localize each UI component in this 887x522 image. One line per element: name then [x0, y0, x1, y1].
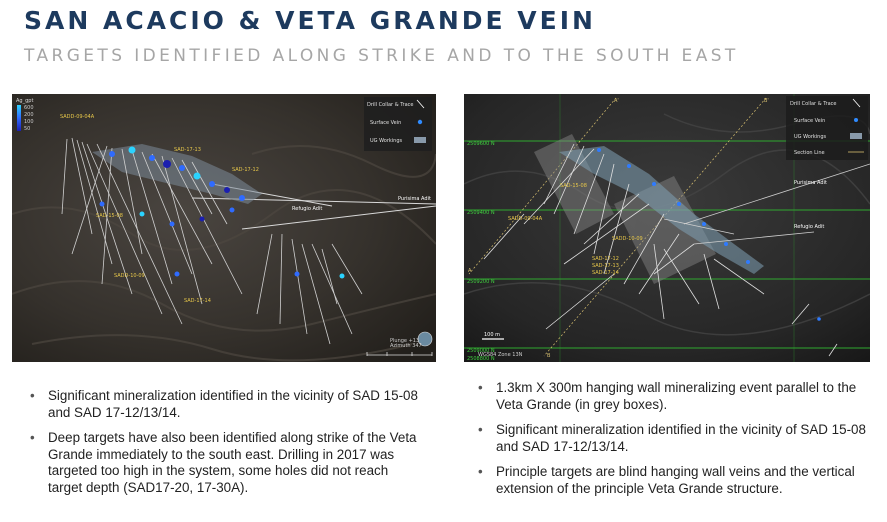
right-plan-map	[464, 94, 870, 362]
grade-color-bar	[17, 105, 21, 131]
ug-workings-icon	[850, 133, 862, 139]
legend-value-200: 200	[24, 112, 34, 118]
legend-surface-vein: Surface Vein	[794, 118, 826, 124]
section-label-b-prime: B'	[764, 98, 769, 104]
legend-surface-vein: Surface Vein	[370, 120, 402, 126]
right-bullet-2: • Significant mineralization identified in the vicinity of SAD 15-08 and SAD 17-12/13/14.	[478, 422, 870, 455]
legend-value-600: 600	[24, 105, 34, 111]
scale-label: 100 m	[484, 332, 501, 338]
left-bullet-list	[30, 388, 420, 505]
grid-label-2509600: 2509600 N	[467, 141, 495, 147]
section-label-a-prime: A'	[614, 98, 619, 104]
drill-label-sad-17-12: SAD-17-12	[232, 167, 259, 173]
legend-value-100: 100	[24, 119, 34, 125]
drill-label-sad-15-08: SAD-15-08	[560, 183, 587, 189]
left-map-canvas	[12, 94, 436, 362]
drill-label-sadd-10-09: SADD-10-09	[612, 236, 643, 242]
adit-label-refugio: Refugio Adit	[794, 224, 825, 230]
legend-ug-workings: UG Workings	[794, 134, 827, 140]
right-map-canvas	[464, 94, 870, 362]
right-bullet-3: • Principle targets are blind hanging wall veins and the vertical extension of the principle Veta Grande structure.	[478, 464, 870, 497]
grid-label-2509000: 2509000 N	[467, 348, 495, 354]
legend-section-line: Section Line	[794, 150, 825, 156]
page-title: SAN ACACIO & VETA GRANDE VEIN	[24, 6, 596, 35]
section-label-b: B	[547, 353, 551, 359]
drill-label-sad-17-14: SAD-17-14	[592, 270, 619, 276]
drill-label-sadd-09-04a: SADD-09-04A	[60, 114, 95, 120]
section-label-a: A	[468, 268, 472, 274]
grid-label-2509400: 2509400 N	[467, 210, 495, 216]
right-bullet-list	[478, 380, 870, 506]
drill-label-sad-17-14: SAD-17-14	[184, 298, 211, 304]
projection-label: WGS84 Zone 13N	[478, 352, 523, 358]
legend-value-50: 50	[24, 126, 31, 132]
drill-label-sad-17-12: SAD-17-12	[592, 256, 619, 262]
legend-title: Ag_gpt	[16, 98, 34, 104]
drill-label-sadd-10-09: SADD-10-09	[114, 273, 145, 279]
legend-drill-collar: Drill Collar & Trace	[790, 101, 837, 107]
left-3d-map	[12, 94, 436, 362]
right-bullet-1: • 1.3km X 300m hanging wall mineralizing event parallel to the Veta Grande (in grey boxes).	[478, 380, 870, 413]
drill-label-sad-17-13: SAD-17-13	[174, 147, 201, 153]
surface-vein-icon	[854, 118, 858, 122]
grid-label-2509200: 2509200 N	[467, 279, 495, 285]
plunge-label: Plunge +13	[390, 338, 420, 344]
left-bullet-1: • Significant mineralization identified in the vicinity of SAD 15-08 and SAD 17-12/13/14.	[30, 388, 420, 421]
legend-drill-collar: Drill Collar & Trace	[367, 102, 414, 108]
surface-vein-icon	[418, 120, 422, 124]
drill-label-sad-17-13: SAD-17-13	[592, 263, 619, 269]
left-bullet-2: • Deep targets have also been identified along strike of the Veta Grande immediately to the south east. Drilling in 2017 was targeted too high in the system, some holes did not reach target depth (SAD17-20, 17-30A).	[30, 430, 420, 496]
adit-label-purisima: Purisima Adit	[794, 180, 827, 186]
drill-label-sad-15-08: SAD-15-08	[96, 213, 123, 219]
adit-label-purisima: Purisima Adit	[398, 196, 431, 202]
legend-ug-workings: UG Workings	[370, 138, 403, 144]
page-subtitle: TARGETS IDENTIFIED ALONG STRIKE AND TO THE SOUTH EAST	[24, 46, 739, 66]
drill-label-sadd-09-04a: SADD-09-04A	[508, 216, 543, 222]
grid-label-2508800: 2508800 N	[467, 356, 495, 362]
adit-label-refugio: Refugio Adit	[292, 206, 323, 212]
ug-workings-icon	[414, 137, 426, 143]
azimuth-label: Azimuth 347	[390, 343, 422, 349]
